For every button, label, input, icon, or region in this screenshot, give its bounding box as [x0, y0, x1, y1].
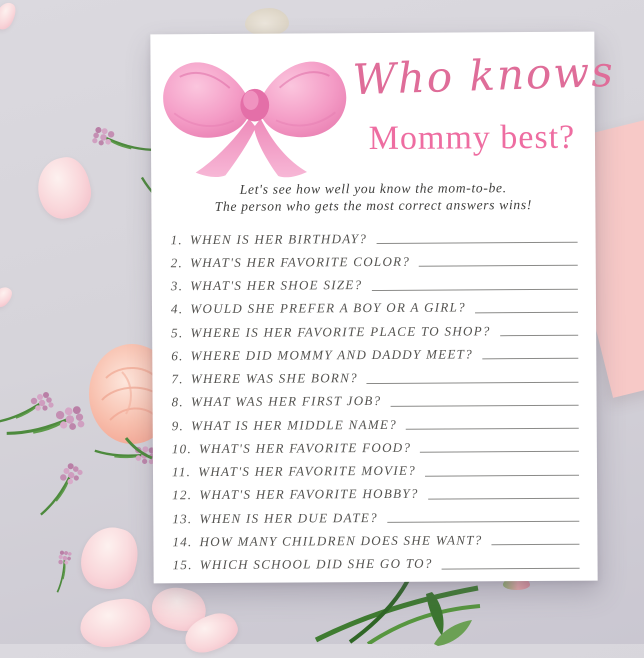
flower-sprig [22, 455, 96, 521]
question-row [173, 551, 580, 577]
question-number: 13. [172, 510, 193, 526]
question-text: WHERE IS HER FAVORITE PLACE TO SHOP? [190, 322, 491, 340]
question-text: WOULD SHE PREFER A BOY OR A GIRL? [190, 299, 466, 317]
question-row [172, 458, 579, 484]
question-number: 9. [171, 417, 185, 433]
question-number: 8. [171, 394, 184, 410]
question-text: WHERE DID MOMMY AND DADDY MEET? [190, 346, 474, 363]
answer-line [425, 474, 579, 476]
answer-line [367, 381, 579, 383]
answer-line [428, 498, 580, 500]
answer-line [390, 405, 578, 407]
subtitle-line-2: The person who gets the most correct answers wins! [214, 196, 533, 214]
leaf [432, 618, 474, 646]
question-row [172, 412, 579, 438]
petal [0, 283, 15, 310]
flower-sprig [37, 544, 85, 596]
question-row [172, 482, 579, 508]
question-row [172, 528, 579, 554]
question-number: 5. [171, 324, 184, 340]
question-number: 7. [171, 371, 184, 387]
question-row [172, 389, 579, 415]
question-number: 14. [172, 533, 193, 550]
question-row [172, 435, 579, 461]
question-number: 12. [172, 487, 193, 503]
petal [75, 521, 143, 594]
question-text: WHAT'S HER FAVORITE MOVIE? [198, 462, 417, 480]
flower-sprig [3, 389, 91, 454]
answer-line [492, 544, 580, 546]
card-title-main: Mommy best? [368, 118, 576, 158]
petal [32, 153, 95, 223]
answer-line [420, 451, 579, 453]
question-text: WHAT'S HER SHOE SIZE? [190, 277, 363, 294]
question-text: WHAT WAS HER FIRST JOB? [190, 393, 382, 410]
question-row [171, 365, 578, 391]
question-text: HOW MANY CHILDREN DOES SHE WANT? [199, 532, 483, 549]
question-number: 2. [170, 255, 184, 271]
questions-list [171, 226, 580, 577]
question-number: 10. [171, 440, 193, 457]
question-row [172, 505, 579, 531]
game-card [150, 32, 616, 584]
question-text: WHEN IS HER DUE DATE? [199, 509, 378, 526]
question-text: WHAT'S HER FAVORITE FOOD? [198, 439, 412, 456]
dried-flower [245, 8, 289, 36]
question-row [171, 226, 578, 252]
answer-line [406, 428, 579, 430]
answer-line [371, 288, 577, 290]
answer-line [475, 312, 578, 314]
question-text: WHAT IS HER MIDDLE NAME? [191, 416, 398, 433]
answer-line [482, 358, 578, 360]
answer-line [419, 265, 578, 267]
question-number: 11. [171, 464, 192, 480]
question-text: WHEN IS HER BIRTHDAY? [189, 230, 368, 247]
question-text: WHICH SCHOOL DID SHE GO TO? [199, 555, 433, 573]
answer-line [387, 521, 579, 523]
answer-line [500, 335, 578, 337]
subtitle-line-1: Let's see how well you know the mom-to-be. [239, 180, 507, 197]
question-text: WHERE WAS SHE BORN? [190, 370, 358, 387]
question-number: 4. [170, 301, 184, 317]
question-row [171, 319, 578, 345]
question-number: 3. [170, 278, 184, 294]
card-subtitle [151, 180, 595, 216]
answer-line [442, 567, 580, 569]
petal [77, 595, 153, 650]
question-number: 6. [171, 348, 184, 364]
question-text: WHAT'S HER FAVORITE HOBBY? [199, 486, 419, 503]
question-text: WHAT'S HER FAVORITE COLOR? [190, 253, 411, 270]
answer-line [376, 242, 577, 244]
question-row [171, 296, 578, 322]
petal [0, 0, 19, 32]
question-row [171, 342, 578, 368]
question-number: 1. [170, 231, 183, 247]
question-row [171, 272, 578, 298]
question-number: 15. [172, 557, 193, 573]
question-row [171, 249, 578, 275]
pink-bow-illustration [158, 43, 351, 186]
card-title-script: Who knows [351, 46, 616, 105]
flower-sprig [88, 116, 155, 164]
